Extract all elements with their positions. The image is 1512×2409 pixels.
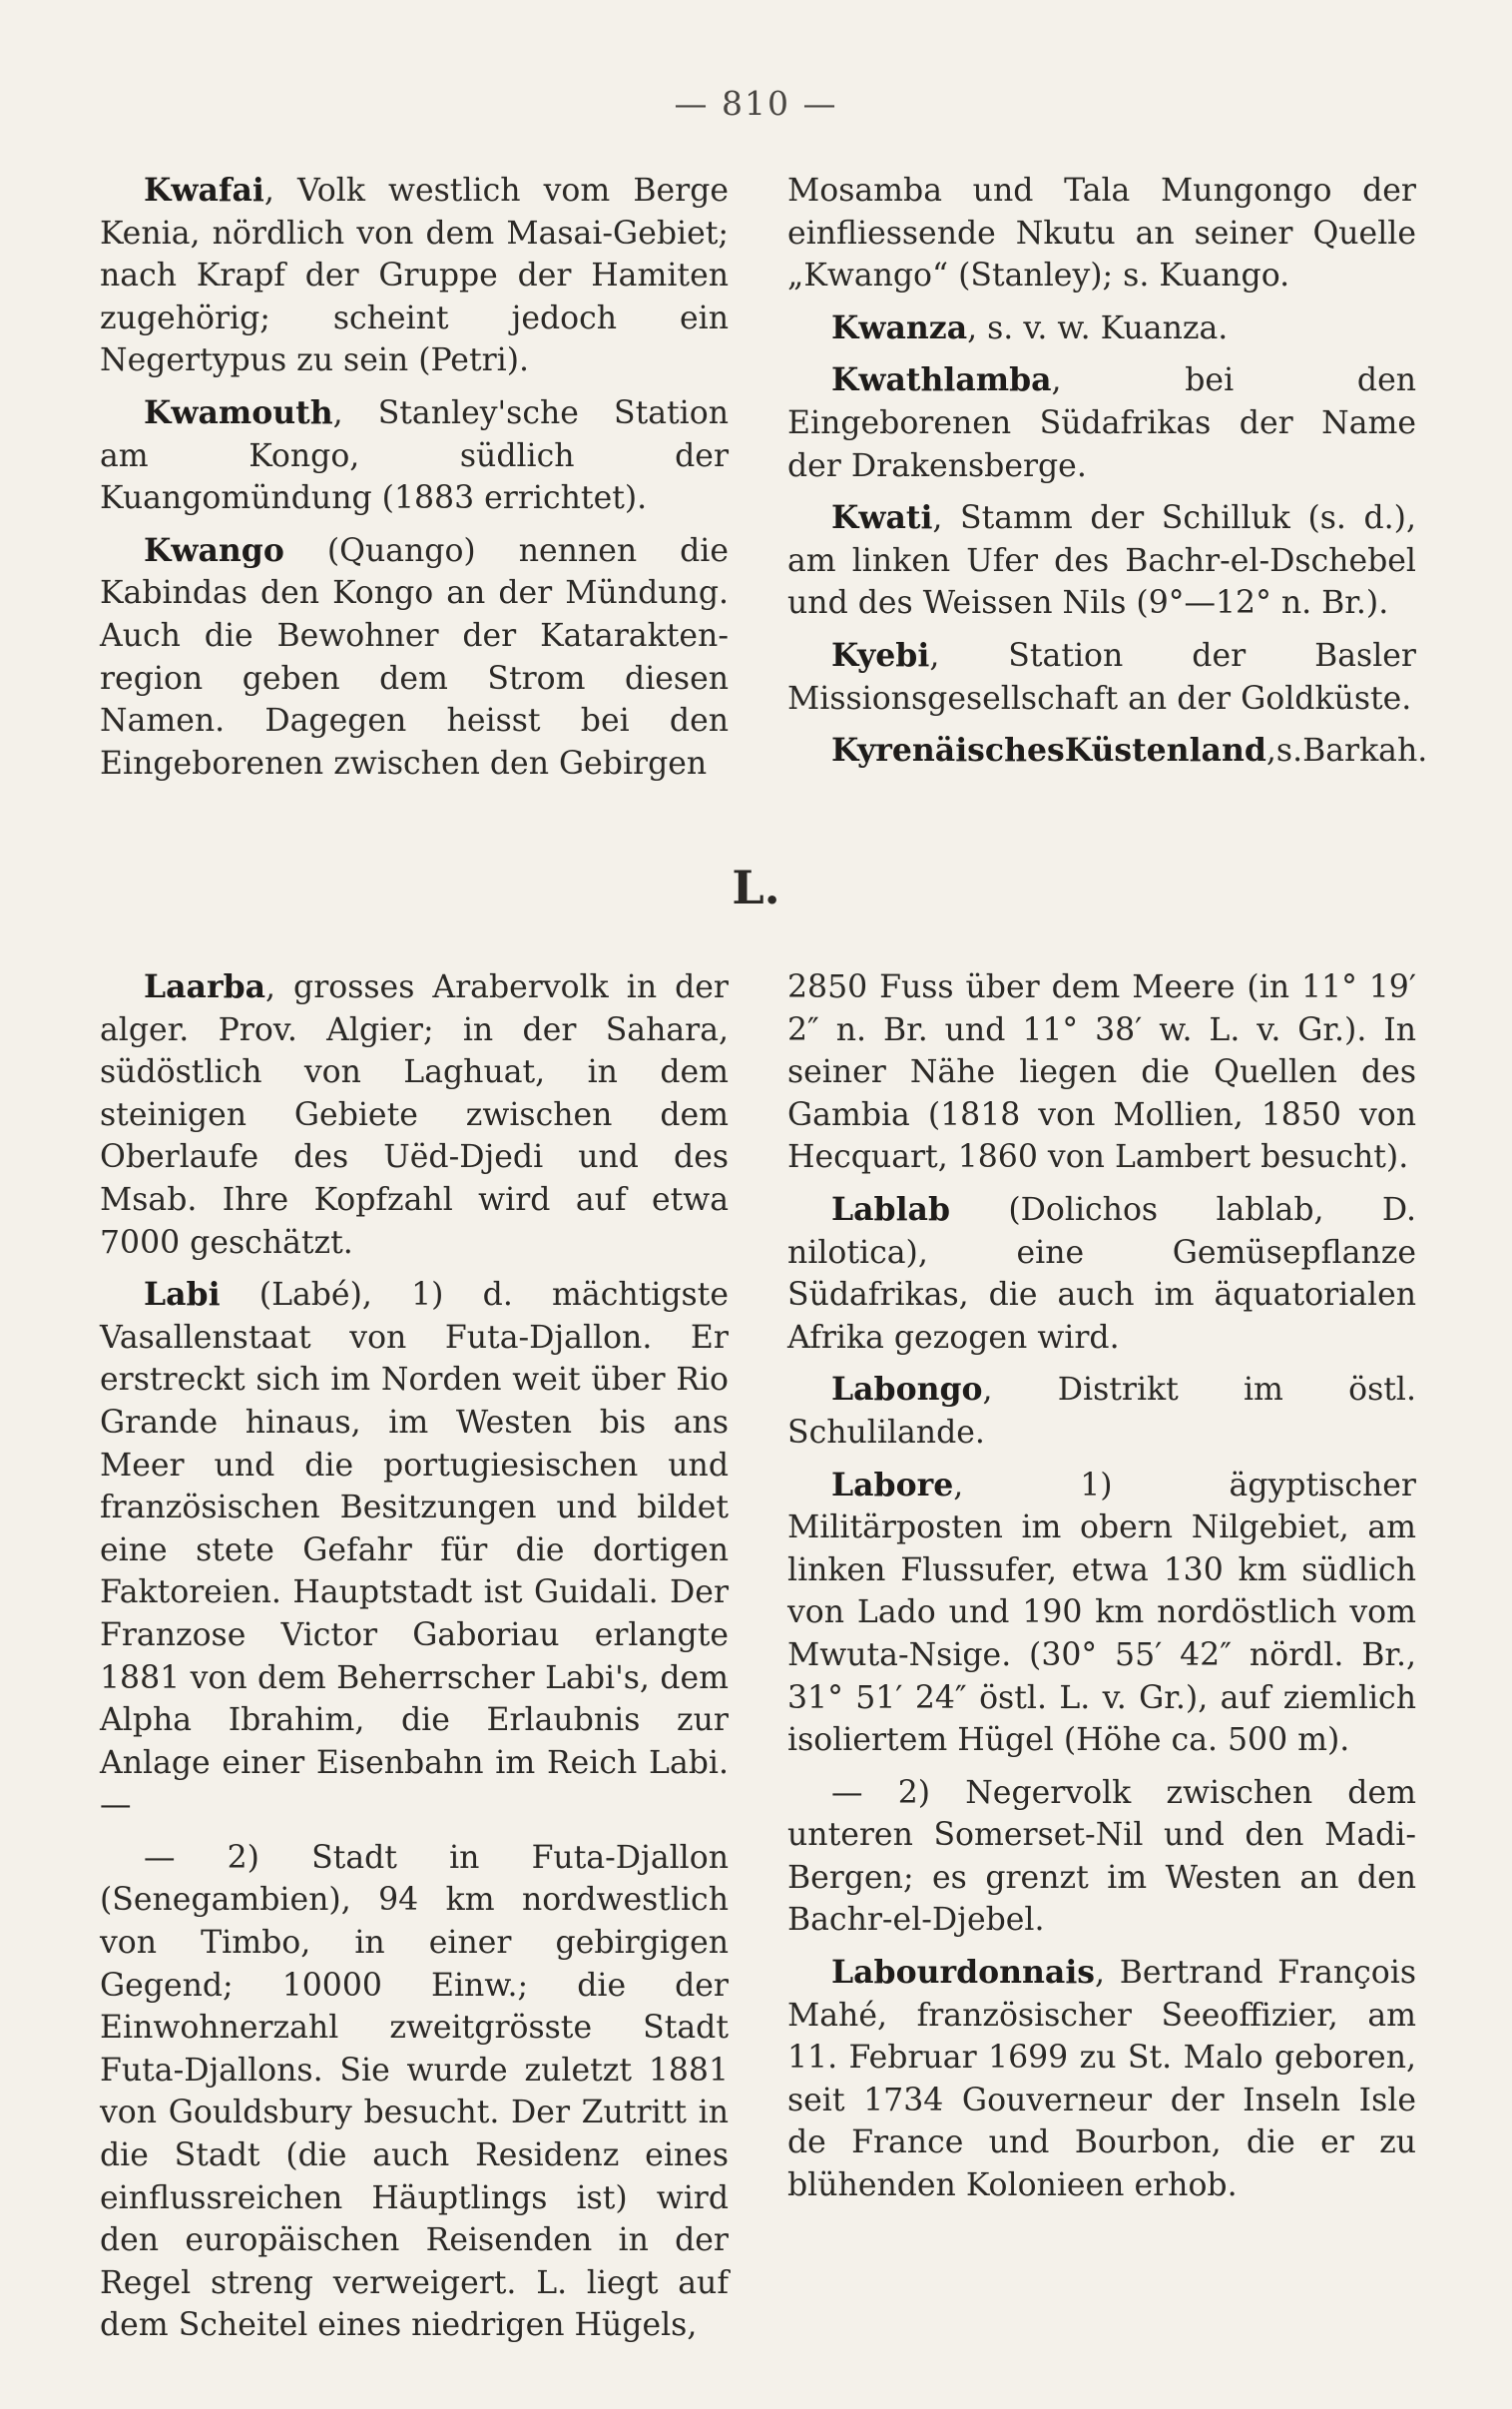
entry-labore-2 <box>787 1772 1416 1942</box>
entry-text: — 2) Stadt in Futa-Djallon (Senegambien), 94 km nordwestlich von Timbo, in einer gebirgigen Gegend; 10000 Einw.; die der Einwohnerzahl zweitgrösste Stadt Futa-Djallons. Sie wurde zuletzt 1881 von Gouldsbury besucht. Der Zutritt in die Stadt (die auch Residenz eines einflussreichen Häuptlings ist) wird den europäischen Reisenden in der Regel streng verweigert. L. liegt auf dem Scheitel eines niedrigen Hügels, <box>100 1839 729 2344</box>
column-bottom-left <box>100 966 729 2357</box>
entry-text: , Bertrand François Mahé, französischer Seeoffizier, am 11. Februar 1699 zu St. Malo geboren, seit 1734 Gouverneur der Inseln Isle de France und Bourbon, die er zu blühenden Kolonieen erhob. <box>787 1955 1416 2204</box>
entry-text: — 2) Negervolk zwischen dem unteren Somerset-Nil und den Madi-Bergen; es grenzt im Westen an den Bachr-el-Djebel. <box>787 1774 1416 1939</box>
entry-text: 2850 Fuss über dem Meere (in 11° 19′ 2″ n. Br. und 11° 38′ w. L. v. Gr.). In seiner Nähe liegen die Quellen des Gambia (1818 von Mollien, 1850 von Hecquart, 1860 von Lambert besucht). <box>787 969 1416 1176</box>
column-top-right <box>787 170 1428 783</box>
entry-labi <box>100 1274 729 1827</box>
entry-head: Labi <box>144 1276 221 1314</box>
entry-labourdonnais <box>787 1952 1416 2207</box>
entry-text: (Quango) nennen die Kabindas den Kongo an der Mündung. Auch die Bewohner der Katarakten-region geben dem Strom diesen Namen. Dagegen heisst bei den Eingeborenen zwischen den Gebirgen <box>100 532 729 782</box>
entry-kwathlamba <box>787 359 1416 487</box>
column-bottom-right <box>787 966 1416 2217</box>
entry-text: , Stamm der Schilluk (s. d.), am linken Ufer des Bachr-el-Dschebel und des Weissen Nils (9°—12° n. Br.). <box>787 500 1416 622</box>
entry-head: Labongo <box>831 1371 983 1409</box>
entry-text: (Labé), 1) d. mächtigste Vasallenstaat von Futa-Djallon. Er erstreckt sich im Norden weit über Rio Grande hinaus, im Westen bis ans Meer und die portugiesischen und französischen Besitzungen und bildet eine stete Gefahr für die dortigen Faktoreien. Hauptstadt ist Guidali. Der Franzose Victor Gaboriau erlangte 1881 von dem Beherrscher Labi's, dem Alpha Ibrahim, die Erlaubnis zur Anlage einer Eisenbahn im Reich Labi. — <box>100 1277 729 1824</box>
entry-kwamouth <box>100 392 729 520</box>
entry-head: KyrenäischesKüstenland <box>831 732 1266 770</box>
entry-kwanza <box>787 307 1416 350</box>
page-number: — 810 — <box>674 84 838 123</box>
entry-head: Kwanza <box>831 308 968 346</box>
entry-kyrenaisches-kuestenland <box>787 730 1428 773</box>
entry-text: , grosses Arabervolk in der alger. Prov. Algier; in der Sahara, südöstlich von Laghuat, in dem steinigen Gebiete zwischen dem Oberlaufe des Uëd-Djedi und des Msab. Ihre Kopfzahl wird auf etwa 7000 geschätzt. <box>100 969 729 1261</box>
entry-head: Laarba <box>144 968 266 1005</box>
entry-text: (Dolichos lablab, D. nilotica), eine Gemüsepflanze Südafrikas, die auch im äquatorialen Afrika gezogen wird. <box>787 1191 1416 1356</box>
entry-text: , Distrikt im östl. Schulilande. <box>787 1372 1416 1451</box>
entry-text: , Volk westlich vom Berge Kenia, nördlich von dem Masai-Gebiet; nach Krapf der Gruppe der Hamiten zugehörig; scheint jedoch ein Negertypus zu sein (Petri). <box>100 173 729 379</box>
entry-kwango-continued <box>787 170 1416 298</box>
entry-text: , Station der Basler Missionsgesellschaft an der Goldküste. <box>787 637 1416 717</box>
entry-head: Kwathlamba <box>831 361 1052 399</box>
entry-labi-2 <box>100 1837 729 2347</box>
entry-text: , bei den Eingeborenen Südafrikas der Name der Drakensberge. <box>787 362 1416 484</box>
entry-text: , Stanley'sche Station am Kongo, südlich der Kuangomündung (1883 errichtet). <box>100 394 729 517</box>
entry-laarba <box>100 966 729 1264</box>
entry-head: Kwafai <box>144 172 264 209</box>
section-letter: L. <box>732 861 780 914</box>
entry-head: Lablab <box>831 1190 950 1228</box>
column-top-left <box>100 170 729 795</box>
entry-text: , 1) ägyptischer Militärposten im obern Nilgebiet, am linken Flussufer, etwa 130 km südlich von Lado und 190 km nordöstlich vom Mwuta-Nsige. (30° 55′ 42″ nördl. Br., 31° 51′ 24″ östl. L. v. Gr.), auf ziemlich isoliertem Hügel (Höhe ca. 500 m). <box>787 1467 1416 1759</box>
entry-kwafai <box>100 170 729 382</box>
entry-lablab <box>787 1189 1416 1359</box>
entry-head: Labourdonnais <box>831 1954 1096 1992</box>
entry-text: , s. v. w. Kuanza. <box>967 309 1229 346</box>
entry-head: Kwamouth <box>144 393 333 431</box>
entry-kyebi <box>787 635 1416 720</box>
entry-labore <box>787 1465 1416 1762</box>
entry-head: Kyebi <box>831 636 930 674</box>
entry-text: ,s.Barkah. <box>1265 733 1428 770</box>
entry-kwango <box>100 530 729 786</box>
entry-head: Kwati <box>831 499 933 537</box>
entry-labi-continued <box>787 966 1416 1179</box>
entry-kwati <box>787 497 1416 625</box>
entry-head: Kwango <box>144 531 284 569</box>
entry-text: Mosamba und Tala Mungongo der einfliessende Nkutu an seiner Quelle „Kwango“ (Stanley); s. Kuango. <box>787 173 1416 295</box>
entry-head: Labore <box>831 1466 954 1504</box>
entry-labongo <box>787 1369 1416 1454</box>
